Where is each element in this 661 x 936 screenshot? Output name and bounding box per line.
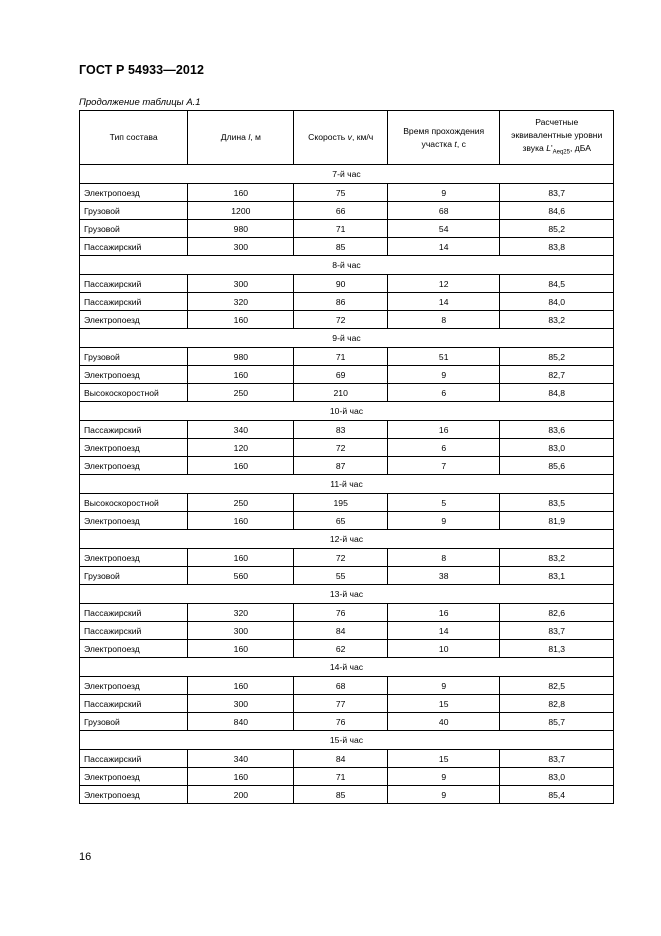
cell-time: 8 [387, 311, 499, 329]
cell-type: Электропоезд [80, 184, 188, 202]
cell-type: Электропоезд [80, 512, 188, 530]
cell-speed: 72 [294, 439, 388, 457]
cell-level: 83,7 [500, 184, 614, 202]
cell-time: 16 [387, 421, 499, 439]
cell-speed: 90 [294, 275, 388, 293]
cell-level: 85,4 [500, 786, 614, 804]
cell-time: 9 [387, 768, 499, 786]
table-row [80, 384, 614, 402]
table-row [80, 750, 614, 768]
cell-length: 300 [188, 238, 294, 256]
table-row [80, 202, 614, 220]
cell-level: 82,6 [500, 604, 614, 622]
cell-time: 40 [387, 713, 499, 731]
cell-level: 83,7 [500, 750, 614, 768]
cell-length: 340 [188, 421, 294, 439]
cell-level: 85,7 [500, 713, 614, 731]
table-row [80, 713, 614, 731]
cell-time: 14 [387, 622, 499, 640]
cell-level: 83,7 [500, 622, 614, 640]
cell-type: Высокоскоростной [80, 384, 188, 402]
table-row [80, 786, 614, 804]
cell-length: 250 [188, 384, 294, 402]
cell-time: 9 [387, 786, 499, 804]
cell-type: Электропоезд [80, 640, 188, 658]
cell-speed: 76 [294, 604, 388, 622]
cell-speed: 210 [294, 384, 388, 402]
cell-length: 1200 [188, 202, 294, 220]
cell-speed: 68 [294, 677, 388, 695]
cell-speed: 62 [294, 640, 388, 658]
table-row [80, 366, 614, 384]
hour-group-row [80, 475, 614, 494]
cell-type: Пассажирский [80, 421, 188, 439]
table-row [80, 768, 614, 786]
hour-group-row [80, 402, 614, 421]
cell-level: 83,2 [500, 311, 614, 329]
cell-length: 980 [188, 220, 294, 238]
table-row [80, 275, 614, 293]
table-caption: Продолжение таблицы А.1 [79, 97, 201, 108]
cell-level: 85,6 [500, 457, 614, 475]
cell-length: 320 [188, 293, 294, 311]
table-row [80, 494, 614, 512]
table-row [80, 238, 614, 256]
cell-time: 38 [387, 567, 499, 585]
cell-time: 7 [387, 457, 499, 475]
cell-type: Пассажирский [80, 604, 188, 622]
cell-speed: 77 [294, 695, 388, 713]
cell-level: 83,5 [500, 494, 614, 512]
cell-time: 54 [387, 220, 499, 238]
cell-type: Грузовой [80, 567, 188, 585]
header-length: Длина l, м [188, 111, 294, 165]
cell-time: 12 [387, 275, 499, 293]
cell-speed: 195 [294, 494, 388, 512]
hour-label: 10-й час [80, 402, 614, 421]
table-row [80, 311, 614, 329]
hour-label: 7-й час [80, 165, 614, 184]
cell-speed: 65 [294, 512, 388, 530]
cell-type: Пассажирский [80, 238, 188, 256]
cell-level: 83,1 [500, 567, 614, 585]
table-row [80, 348, 614, 366]
cell-time: 9 [387, 184, 499, 202]
cell-time: 68 [387, 202, 499, 220]
cell-time: 51 [387, 348, 499, 366]
cell-type: Грузовой [80, 202, 188, 220]
cell-type: Электропоезд [80, 366, 188, 384]
cell-speed: 71 [294, 348, 388, 366]
cell-speed: 72 [294, 549, 388, 567]
cell-level: 81,9 [500, 512, 614, 530]
cell-level: 82,5 [500, 677, 614, 695]
cell-speed: 75 [294, 184, 388, 202]
cell-length: 160 [188, 677, 294, 695]
cell-level: 84,5 [500, 275, 614, 293]
cell-length: 300 [188, 275, 294, 293]
cell-level: 83,2 [500, 549, 614, 567]
cell-speed: 76 [294, 713, 388, 731]
cell-speed: 69 [294, 366, 388, 384]
hour-label: 14-й час [80, 658, 614, 677]
cell-length: 300 [188, 695, 294, 713]
table-row [80, 604, 614, 622]
table-row [80, 457, 614, 475]
cell-length: 980 [188, 348, 294, 366]
cell-speed: 84 [294, 622, 388, 640]
table-row [80, 677, 614, 695]
hour-label: 9-й час [80, 329, 614, 348]
cell-level: 83,0 [500, 768, 614, 786]
cell-length: 160 [188, 768, 294, 786]
cell-level: 83,6 [500, 421, 614, 439]
cell-length: 160 [188, 640, 294, 658]
cell-type: Электропоезд [80, 677, 188, 695]
page-number: 16 [79, 851, 92, 863]
cell-time: 16 [387, 604, 499, 622]
hour-label: 13-й час [80, 585, 614, 604]
hour-label: 11-й час [80, 475, 614, 494]
cell-type: Электропоезд [80, 311, 188, 329]
table-row [80, 220, 614, 238]
cell-speed: 85 [294, 786, 388, 804]
cell-time: 15 [387, 695, 499, 713]
header-train-type: Тип состава [80, 111, 188, 165]
hour-group-row [80, 731, 614, 750]
hour-group-row [80, 165, 614, 184]
cell-speed: 86 [294, 293, 388, 311]
table-row [80, 439, 614, 457]
cell-type: Электропоезд [80, 786, 188, 804]
cell-level: 84,0 [500, 293, 614, 311]
cell-time: 15 [387, 750, 499, 768]
cell-time: 5 [387, 494, 499, 512]
document-title: ГОСТ Р 54933—2012 [79, 63, 205, 77]
cell-level: 82,7 [500, 366, 614, 384]
table-body [80, 165, 614, 804]
table-row [80, 421, 614, 439]
cell-type: Пассажирский [80, 293, 188, 311]
cell-time: 9 [387, 512, 499, 530]
cell-level: 84,6 [500, 202, 614, 220]
table-row [80, 549, 614, 567]
table-row [80, 640, 614, 658]
cell-length: 160 [188, 311, 294, 329]
cell-level: 84,8 [500, 384, 614, 402]
cell-level: 83,0 [500, 439, 614, 457]
table-row [80, 512, 614, 530]
hour-group-row [80, 530, 614, 549]
cell-level: 82,8 [500, 695, 614, 713]
cell-time: 6 [387, 439, 499, 457]
cell-length: 200 [188, 786, 294, 804]
cell-length: 160 [188, 457, 294, 475]
cell-length: 160 [188, 512, 294, 530]
table-row [80, 695, 614, 713]
table-header-row [80, 111, 614, 165]
cell-type: Грузовой [80, 713, 188, 731]
cell-speed: 87 [294, 457, 388, 475]
cell-level: 83,8 [500, 238, 614, 256]
cell-length: 120 [188, 439, 294, 457]
table-row [80, 184, 614, 202]
cell-speed: 71 [294, 768, 388, 786]
table-row [80, 622, 614, 640]
table-row [80, 567, 614, 585]
cell-speed: 83 [294, 421, 388, 439]
cell-type: Электропоезд [80, 549, 188, 567]
cell-type: Электропоезд [80, 439, 188, 457]
cell-type: Электропоезд [80, 768, 188, 786]
cell-type: Пассажирский [80, 750, 188, 768]
cell-time: 9 [387, 366, 499, 384]
cell-length: 250 [188, 494, 294, 512]
cell-time: 14 [387, 293, 499, 311]
cell-type: Пассажирский [80, 622, 188, 640]
hour-group-row [80, 585, 614, 604]
header-speed: Скорость v, км/ч [294, 111, 388, 165]
cell-length: 560 [188, 567, 294, 585]
cell-length: 160 [188, 184, 294, 202]
cell-type: Пассажирский [80, 695, 188, 713]
cell-time: 10 [387, 640, 499, 658]
cell-time: 6 [387, 384, 499, 402]
cell-speed: 72 [294, 311, 388, 329]
cell-speed: 55 [294, 567, 388, 585]
cell-speed: 66 [294, 202, 388, 220]
cell-type: Грузовой [80, 220, 188, 238]
hour-label: 15-й час [80, 731, 614, 750]
cell-time: 8 [387, 549, 499, 567]
cell-length: 300 [188, 622, 294, 640]
cell-type: Грузовой [80, 348, 188, 366]
cell-time: 9 [387, 677, 499, 695]
header-passage-time: Время прохождения участка t, с [387, 111, 499, 165]
cell-length: 840 [188, 713, 294, 731]
cell-type: Высокоскоростной [80, 494, 188, 512]
hour-group-row [80, 329, 614, 348]
cell-level: 81,3 [500, 640, 614, 658]
cell-length: 160 [188, 549, 294, 567]
cell-type: Электропоезд [80, 457, 188, 475]
cell-level: 85,2 [500, 220, 614, 238]
cell-time: 14 [387, 238, 499, 256]
hour-label: 8-й час [80, 256, 614, 275]
hour-label: 12-й час [80, 530, 614, 549]
cell-speed: 84 [294, 750, 388, 768]
cell-level: 85,2 [500, 348, 614, 366]
cell-length: 340 [188, 750, 294, 768]
cell-speed: 85 [294, 238, 388, 256]
table-row [80, 293, 614, 311]
hour-group-row [80, 256, 614, 275]
train-schedule-table [79, 110, 614, 804]
cell-length: 160 [188, 366, 294, 384]
cell-type: Пассажирский [80, 275, 188, 293]
header-sound-level: Расчетные эквивалентные уровни звука $L'_{Aeq25}$, дБА [500, 111, 614, 165]
cell-length: 320 [188, 604, 294, 622]
cell-speed: 71 [294, 220, 388, 238]
hour-group-row [80, 658, 614, 677]
